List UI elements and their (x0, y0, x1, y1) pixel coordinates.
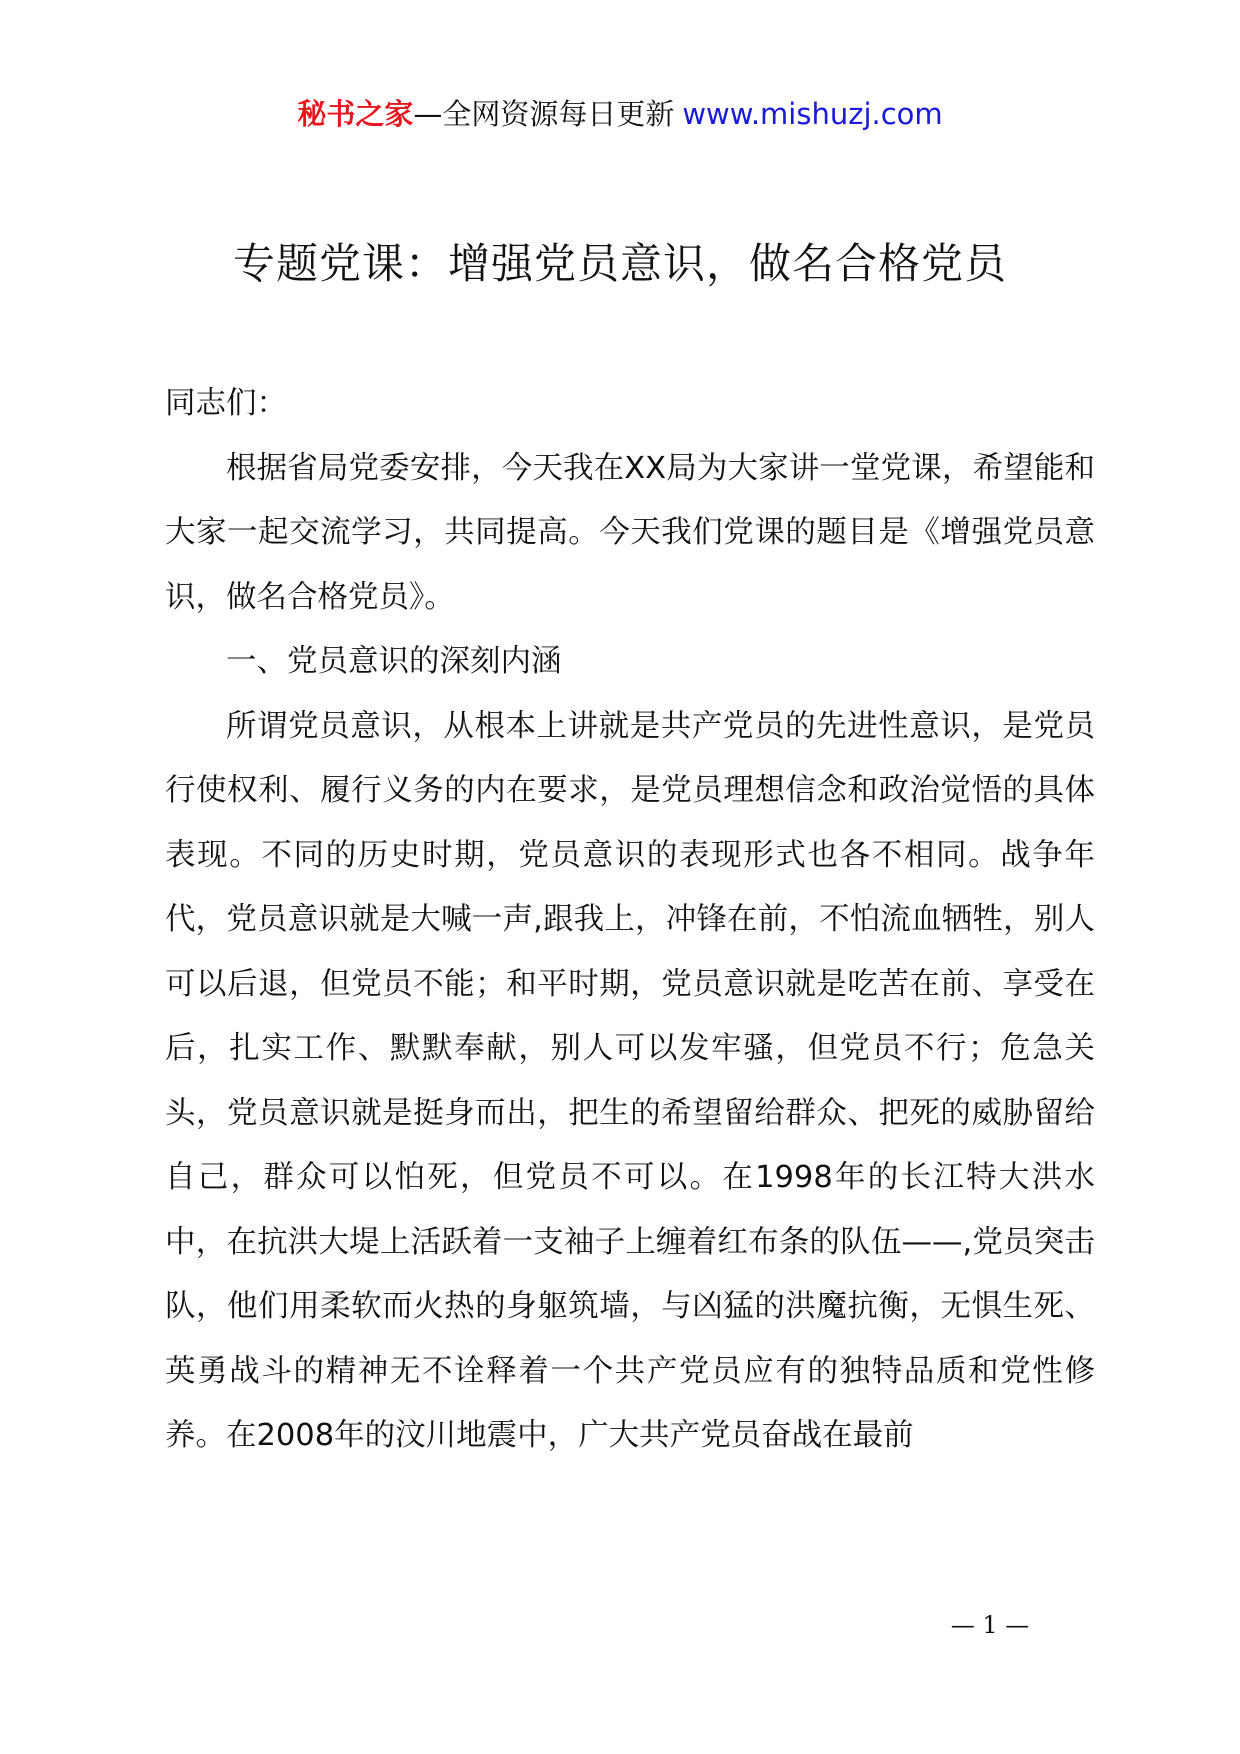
header-tagline: 全网资源每日更新 (442, 97, 675, 131)
page-number: — 1 — (950, 1611, 1030, 1639)
brand-name: 秘书之家 (297, 97, 414, 131)
document-title: 专题党课：增强党员意识，做名合格党员 (232, 239, 1007, 288)
salutation: 同志们： (165, 386, 287, 421)
paragraph-intro: 根据省局党委安排，今天我在XX局为大家讲一堂党课，希望能和大家一起交流学习，共同提高。今天我们党课的题目是《增强党员意识，做名合格党员》。 (165, 450, 1095, 615)
section-heading: 一、党员意识的深刻内涵 (226, 644, 562, 679)
paragraph-body: 所谓党员意识，从根本上讲就是共产党员的先进性意识，是党员行使权利、履行义务的内在要求，是党员理想信念和政治觉悟的具体表现。不同的历史时期，党员意识的表现形式也各不相同。战争年代，党员意识就是大喊一声,跟我上，冲锋在前，不怕流血牺牲，别人可以后退，但党员不能；和平时期，党员意识就是吃苦在前、享受在后，扎实工作、默默奉献，别人可以发牢骚，但党员不行；危急关头，党员意识就是挺身而出，把生的希望留给群众、把死的威胁留给自己，群众可以怕死，但党员不可以。在1998年的长江特大洪水中，在抗洪大堤上活跃着一支袖子上缠着红布条的队伍——,党员突击队，他们用柔软而火热的身躯筑墙，与凶猛的洪魔抗衡，无惧生死、英勇战斗的精神无不诠释着一个共产党员应有的独特品质和党性修养。在2008年的汶川地震中，广大共产党员奋战在最前 (165, 708, 1095, 1453)
header-dash: — (413, 97, 443, 131)
document-body (165, 372, 1095, 1469)
site-url-link[interactable]: www.mishuzj.com (682, 97, 943, 131)
site-header (0, 94, 1240, 134)
